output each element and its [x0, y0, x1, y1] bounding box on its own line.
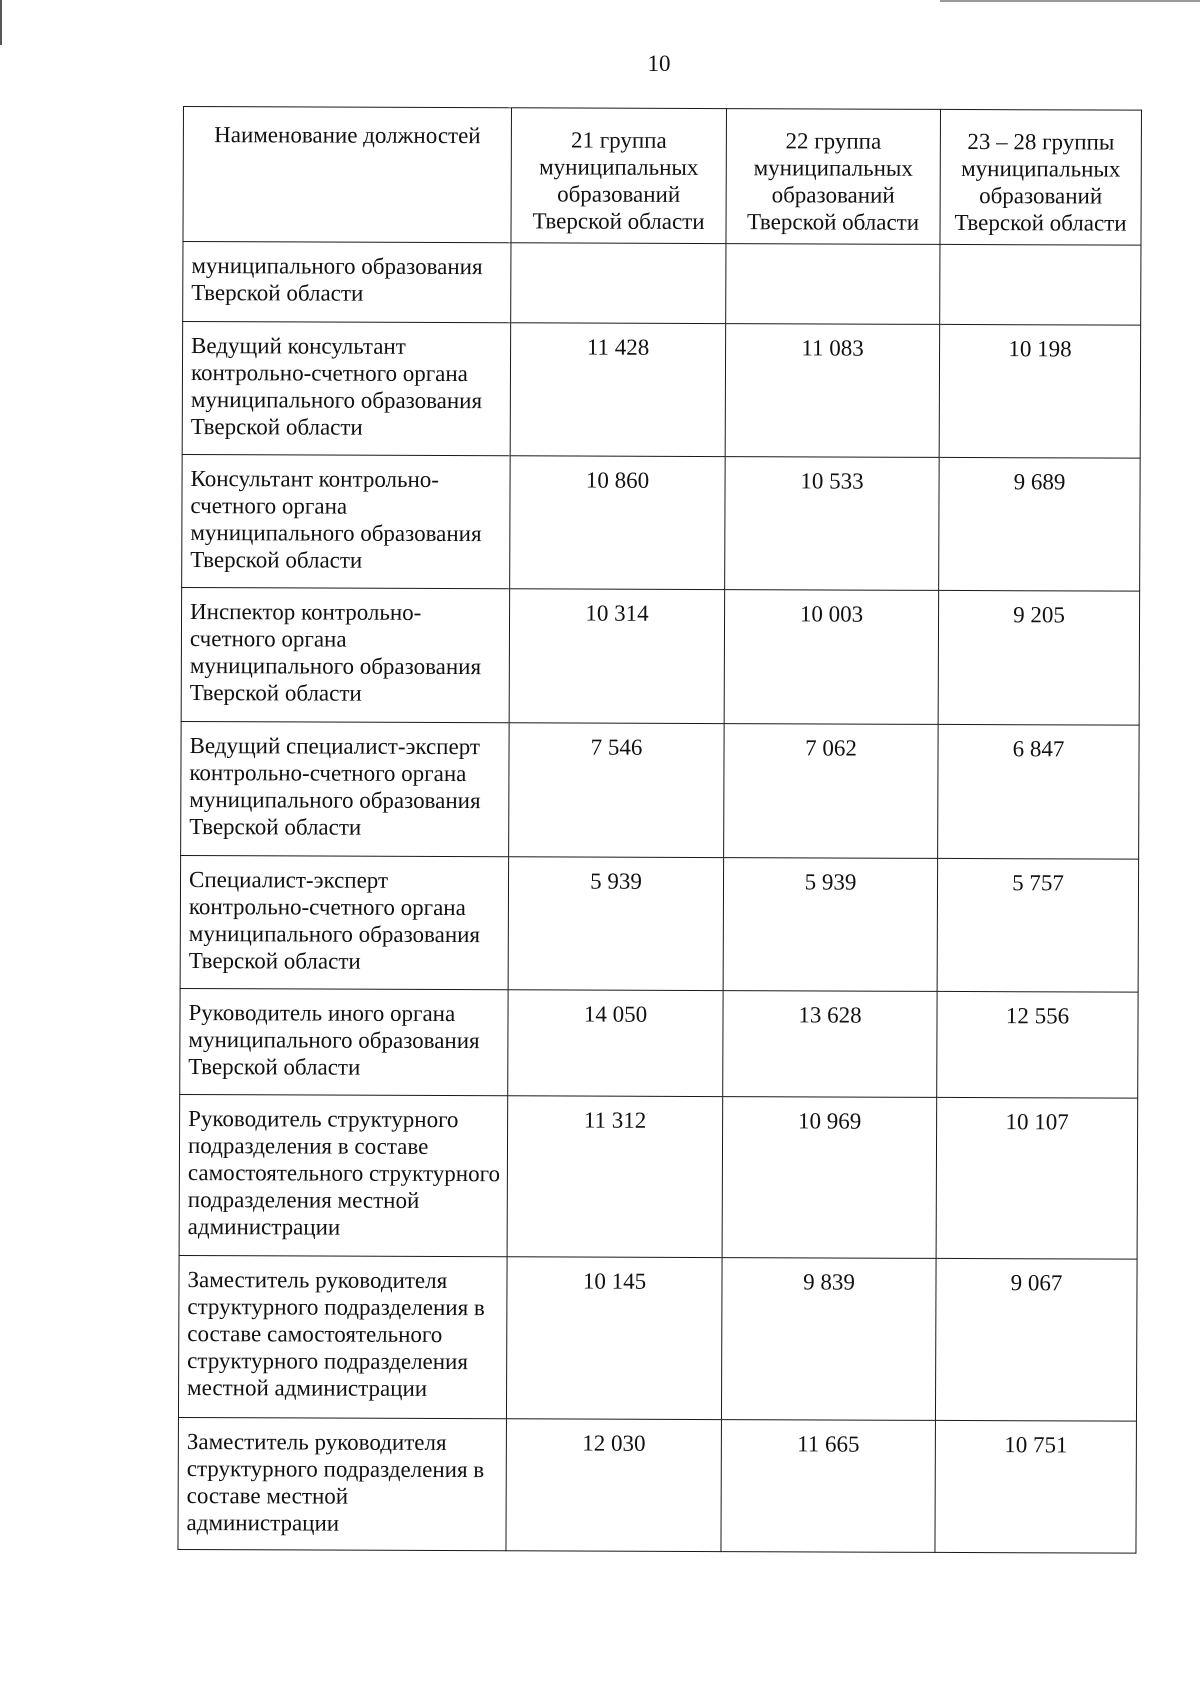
value-group-21: 10 145 [506, 1257, 722, 1420]
table-row [180, 855, 1139, 992]
value-group-21: 12 030 [506, 1419, 722, 1552]
value-group-21: 7 546 [509, 723, 725, 858]
value-group-21: 11 312 [507, 1096, 723, 1258]
table-row [180, 988, 1138, 1098]
salary-table-container [177, 106, 1141, 1554]
value-group-21 [511, 243, 726, 324]
value-group-21: 11 428 [510, 323, 726, 457]
value-group-22 [726, 244, 940, 325]
header-group-23-28: 23 – 28 группы муниципальных образований Тверской области [940, 109, 1142, 245]
value-group-21: 14 050 [508, 990, 723, 1097]
scan-edge-left [0, 0, 2, 45]
table-row [182, 322, 1141, 459]
value-group-23-28: 10 107 [936, 1097, 1138, 1259]
position-name: муниципального образования Тверской области [183, 242, 511, 323]
value-group-21: 5 939 [508, 857, 724, 991]
value-group-22: 11 083 [725, 324, 940, 458]
position-name: Специалист-эксперт контрольно-счетного органа муниципального образования Тверской области [180, 855, 509, 989]
value-group-23-28: 5 757 [937, 858, 1139, 992]
position-name: Инспектор контрольно-счетного органа муниципального образования Тверской области [181, 587, 510, 722]
header-group-22: 22 группа муниципальных образований Тверской области [726, 109, 941, 245]
value-group-23-28 [940, 244, 1141, 325]
value-group-22: 7 062 [724, 724, 939, 859]
table-row [178, 1255, 1137, 1421]
position-name: Руководитель структурного подразделения в составе самостоятельного структурного подразделения местной администрации [179, 1094, 508, 1256]
position-name: Ведущий консультант контрольно-счетного органа муниципального образования Тверской области [182, 322, 511, 456]
position-name: Ведущий специалист-эксперт контрольно-счетного органа муниципального образования Тверской области [181, 721, 510, 856]
value-group-23-28: 9 067 [935, 1258, 1137, 1421]
value-group-22: 9 839 [721, 1258, 936, 1421]
value-group-23-28: 12 556 [937, 991, 1138, 1098]
value-group-23-28: 10 198 [939, 324, 1141, 458]
value-group-23-28: 9 689 [939, 457, 1141, 591]
table-row [182, 454, 1141, 591]
value-group-22: 13 628 [723, 991, 937, 1098]
value-group-23-28: 6 847 [938, 724, 1140, 859]
value-group-21: 10 314 [509, 589, 725, 724]
table-row [183, 242, 1141, 326]
value-group-23-28: 9 205 [938, 590, 1140, 725]
header-position-name: Наименование должностей [183, 107, 512, 243]
position-name: Руководитель иного органа муниципального образования Тверской области [180, 988, 508, 1095]
position-name: Заместитель руководителя структурного подразделения в составе местной администрации [178, 1417, 507, 1550]
salary-table [177, 106, 1142, 1554]
position-name: Консультант контрольно-счетного органа муниципального образования Тверской области [182, 454, 511, 588]
position-name: Заместитель руководителя структурного подразделения в составе самостоятельного структурного подразделения местной администрации [178, 1255, 507, 1418]
table-header-row [183, 107, 1142, 246]
table-row [181, 587, 1140, 725]
value-group-23-28: 10 751 [935, 1420, 1137, 1553]
scan-edge-top [940, 0, 1200, 2]
table-row [181, 721, 1140, 859]
value-group-21: 10 860 [510, 456, 726, 590]
value-group-22: 10 533 [725, 457, 940, 591]
table-row [178, 1417, 1136, 1553]
value-group-22: 10 969 [722, 1097, 937, 1259]
header-group-21: 21 группа муниципальных образований Тверской области [511, 108, 727, 244]
value-group-22: 11 665 [721, 1420, 936, 1553]
page-number: 10 [647, 51, 671, 76]
value-group-22: 5 939 [723, 858, 938, 992]
table-row [179, 1094, 1138, 1259]
value-group-22: 10 003 [724, 590, 939, 725]
